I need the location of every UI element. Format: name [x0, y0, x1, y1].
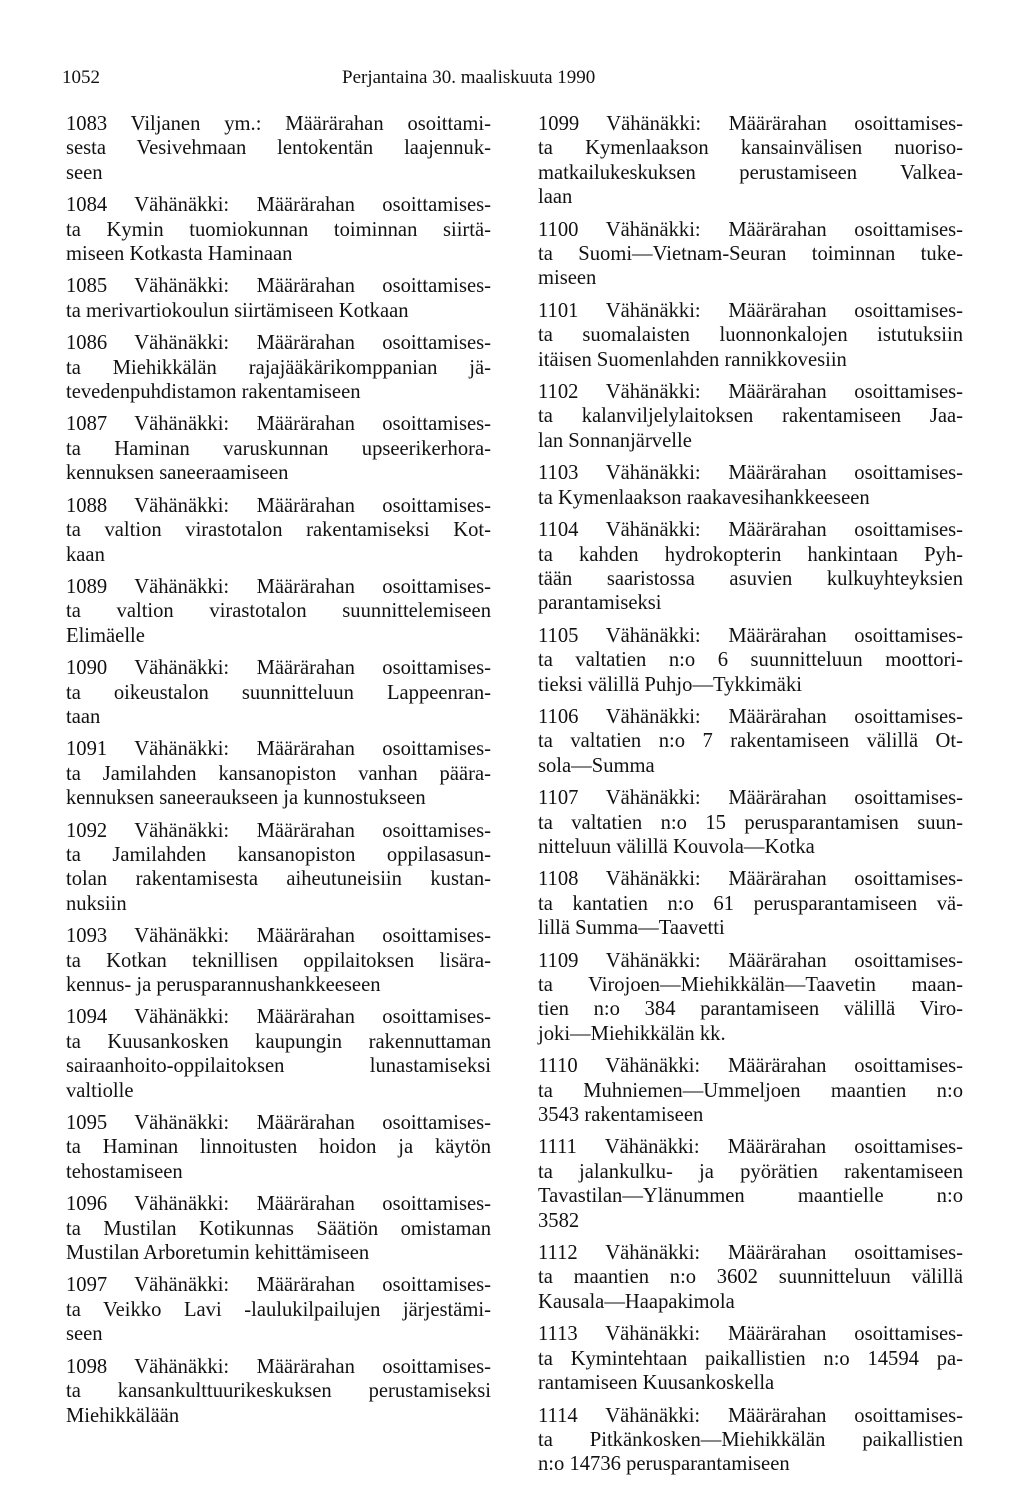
entry-line: lillä Summa—Taavetti	[538, 917, 725, 940]
entry-line: 1105 Vähänäkki: Määrärahan osoittamises-	[538, 624, 963, 647]
entry-line: 1087 Vähänäkki: Määrärahan osoittamises-	[66, 413, 491, 436]
motion-entry	[66, 1192, 491, 1265]
motion-entry	[538, 218, 963, 291]
entry-line: ta valtatien n:o 7 rakentamiseen välillä Ot-	[538, 730, 963, 753]
entry-line: 1092 Vähänäkki: Määrärahan osoittamises-	[66, 819, 491, 842]
entry-line: tieksi välillä Puhjo—Tykkimäki	[538, 673, 802, 696]
entry-line: ta valtion virastotalon suunnittelemiseen	[66, 600, 491, 623]
entry-line: ta suomalaisten luonnonkalojen istutuksiin	[538, 324, 963, 347]
motion-entry	[66, 412, 491, 485]
entry-line: ta valtatien n:o 15 perusparantamisen suun-	[538, 811, 963, 834]
entry-line: ta Kymenlaakson kansainvälisen nuoriso-	[538, 137, 963, 160]
motion-entry	[66, 331, 491, 404]
entry-line: ta merivartiokoulun siirtämiseen Kotkaan	[66, 299, 409, 322]
entry-line: lan Sonnanjärvelle	[538, 429, 692, 452]
entry-line: 1083 Viljanen ym.: Määrärahan osoittami-	[66, 113, 491, 135]
entry-line: sesta Vesivehmaan lentokentän laajennuk-	[66, 137, 491, 160]
motion-entry	[66, 1273, 491, 1346]
motion-entry	[66, 924, 491, 997]
entry-line: ta kalanviljelylaitoksen rakentamiseen Jaa-	[538, 405, 963, 428]
entry-line: 1098 Vähänäkki: Määrärahan osoittamises-	[66, 1355, 491, 1378]
motion-entry	[538, 112, 963, 210]
entry-line: sola—Summa	[538, 754, 655, 777]
entry-line: n:o 14736 perusparantamiseen	[538, 1453, 790, 1476]
motion-entry	[66, 575, 491, 648]
entry-line: 1094 Vähänäkki: Määrärahan osoittamises-	[66, 1006, 491, 1029]
entry-line: tevedenpuhdistamon rakentamiseen	[66, 381, 361, 404]
entry-line: 1103 Vähänäkki: Määrärahan osoittamises-	[538, 462, 963, 485]
motion-entry	[66, 1355, 491, 1428]
entry-line: nitteluun välillä Kouvola—Kotka	[538, 835, 815, 858]
entry-line: 3543 rakentamiseen	[538, 1104, 704, 1127]
entry-line: ta Kymin tuomiokunnan toiminnan siirtä-	[66, 218, 491, 241]
entry-line: ta Haminan varuskunnan upseerikerhora-	[66, 437, 491, 460]
motion-entry	[538, 518, 963, 616]
entry-line: 1106 Vähänäkki: Määrärahan osoittamises-	[538, 705, 963, 728]
entry-line: ta kahden hydrokopterin hankintaan Pyh-	[538, 543, 963, 566]
entry-line: laan	[538, 186, 573, 209]
entry-line: 1110 Vähänäkki: Määrärahan osoittamises-	[538, 1055, 963, 1078]
entry-line: Mustilan Arboretumin kehittämiseen	[66, 1242, 370, 1265]
entry-line: 1093 Vähänäkki: Määrärahan osoittamises-	[66, 925, 491, 948]
entry-line: ta kantatien n:o 61 perusparantamiseen vä-	[538, 892, 963, 915]
entry-line: ta Muhniemen—Ummeljoen maantien n:o	[538, 1079, 963, 1102]
entry-line: 1108 Vähänäkki: Määrärahan osoittamises-	[538, 868, 963, 891]
entry-line: Elimäelle	[66, 624, 145, 647]
entry-line: 1085 Vähänäkki: Määrärahan osoittamises-	[66, 275, 491, 298]
motion-entry	[66, 112, 491, 185]
left-column	[66, 112, 491, 1436]
entry-line: ta oikeustalon suunnitteluun Lappeenran-	[66, 681, 491, 704]
motion-entry	[538, 949, 963, 1047]
entry-line: ta Suomi—Vietnam-Seuran toiminnan tuke-	[538, 243, 963, 266]
entry-line: kaan	[66, 543, 105, 566]
entry-line: ta Virojoen—Miehikkälän—Taavetin maan-	[538, 974, 963, 996]
motion-entry	[538, 624, 963, 697]
entry-line: seen	[66, 161, 103, 184]
entry-line: 1095 Vähänäkki: Määrärahan osoittamises-	[66, 1112, 491, 1135]
entry-line: kennuksen saneeraamiseen	[66, 462, 289, 485]
motion-entry	[66, 274, 491, 323]
motion-entry	[538, 705, 963, 778]
entry-line: ta jalankulku- ja pyörätien rakentamiseen	[538, 1160, 963, 1183]
entry-line: taan	[66, 705, 101, 728]
motion-entry	[538, 461, 963, 510]
entry-line: ta Mustilan Kotikunnas Säätiön omistaman	[66, 1217, 491, 1240]
entry-line: sairaanhoito-oppilaitoksen lunastamiseksi	[66, 1055, 491, 1078]
motion-entry	[66, 1111, 491, 1184]
entry-line: ta Kuusankosken kaupungin rakennuttaman	[66, 1030, 491, 1053]
entry-line: ta maantien n:o 3602 suunnitteluun välillä	[538, 1266, 963, 1289]
entry-line: 1096 Vähänäkki: Määrärahan osoittamises-	[66, 1193, 491, 1216]
page-date: Perjantaina 30. maaliskuuta 1990	[342, 67, 596, 88]
entry-line: seen	[66, 1323, 103, 1346]
entry-line: miseen Kotkasta Haminaan	[66, 243, 293, 266]
motion-entry	[538, 380, 963, 453]
entry-line: ta Kymintehtaan paikallistien n:o 14594 pa-	[538, 1347, 963, 1370]
entry-line: 1107 Vähänäkki: Määrärahan osoittamises-	[538, 787, 963, 810]
motion-entry	[538, 1054, 963, 1127]
entry-line: 1109 Vähänäkki: Määrärahan osoittamises-	[538, 949, 963, 972]
entry-line: 1112 Vähänäkki: Määrärahan osoittamises-	[538, 1242, 963, 1265]
entry-line: ta Haminan linnoitusten hoidon ja käytön	[66, 1136, 491, 1159]
motion-entry	[66, 494, 491, 567]
entry-line: 1104 Vähänäkki: Määrärahan osoittamises-	[538, 519, 963, 542]
entry-line: 1102 Vähänäkki: Määrärahan osoittamises-	[538, 381, 963, 404]
motion-entry	[538, 299, 963, 372]
entry-line: tolan rakentamisesta aiheutuneisiin kustan-	[66, 868, 491, 891]
motion-entry	[538, 1404, 963, 1477]
right-column	[538, 112, 963, 1485]
entry-line: Kausala—Haapakimola	[538, 1290, 735, 1313]
entry-line: Miehikkälään	[66, 1404, 180, 1427]
entry-line: miseen	[538, 267, 597, 290]
entry-line: ta valtion virastotalon rakentamiseksi Kot-	[66, 519, 491, 542]
motion-entry	[538, 786, 963, 859]
entry-line: 1100 Vähänäkki: Määrärahan osoittamises-	[538, 218, 963, 241]
entry-line: valtiolle	[66, 1079, 134, 1102]
entry-line: rantamiseen Kuusankoskella	[538, 1372, 775, 1395]
entry-line: parantamiseksi	[538, 592, 662, 615]
entry-line: kennuksen saneeraukseen ja kunnostukseen	[66, 787, 426, 810]
entry-line: 1099 Vähänäkki: Määrärahan osoittamises-	[538, 113, 963, 135]
entry-line: ta valtatien n:o 6 suunnitteluun moottori-	[538, 649, 963, 672]
entry-line: 1114 Vähänäkki: Määrärahan osoittamises-	[538, 1404, 963, 1427]
entry-line: 3582	[538, 1209, 580, 1232]
entry-line: 1111 Vähänäkki: Määrärahan osoittamises-	[538, 1136, 963, 1159]
motion-entry	[538, 1322, 963, 1395]
entry-line: 1091 Vähänäkki: Määrärahan osoittamises-	[66, 738, 491, 761]
motion-entry	[66, 656, 491, 729]
page-header	[62, 66, 962, 94]
motion-entry	[66, 193, 491, 266]
page-number: 1052	[62, 67, 100, 88]
entry-line: 1089 Vähänäkki: Määrärahan osoittamises-	[66, 575, 491, 598]
entry-line: 1101 Vähänäkki: Määrärahan osoittamises-	[538, 299, 963, 322]
entry-line: matkailukeskuksen perustamiseen Valkea-	[538, 161, 963, 184]
entry-line: 1084 Vähänäkki: Määrärahan osoittamises-	[66, 194, 491, 217]
entry-line: tään saaristossa asuvien kulkuyhteyksien	[538, 567, 963, 590]
entry-line: 1113 Vähänäkki: Määrärahan osoittamises-	[538, 1323, 963, 1346]
entry-line: ta Kotkan teknillisen oppilaitoksen lisära-	[66, 949, 491, 972]
entry-line: kennus- ja perusparannushankkeeseen	[66, 974, 381, 996]
entry-line: ta Miehikkälän rajajääkärikomppanian jä-	[66, 356, 491, 379]
motion-entry	[66, 819, 491, 917]
entry-line: 1086 Vähänäkki: Määrärahan osoittamises-	[66, 332, 491, 355]
entry-line: tien n:o 384 parantamiseen välillä Viro-	[538, 998, 963, 1021]
entry-line: tehostamiseen	[66, 1160, 183, 1183]
entry-line: 1097 Vähänäkki: Määrärahan osoittamises-	[66, 1274, 491, 1297]
entry-line: ta Kymenlaakson raakavesihankkeeseen	[538, 486, 870, 509]
entry-line: 1090 Vähänäkki: Määrärahan osoittamises-	[66, 657, 491, 680]
entry-line: itäisen Suomenlahden rannikkovesiin	[538, 348, 847, 371]
entry-line: Tavastilan—Ylänummen maantielle n:o	[538, 1185, 963, 1208]
entry-line: 1088 Vähänäkki: Määrärahan osoittamises-	[66, 494, 491, 517]
entry-line: ta kansankulttuurikeskuksen perustamiseksi	[66, 1380, 491, 1403]
entry-line: nuksiin	[66, 892, 127, 915]
motion-entry	[538, 867, 963, 940]
entry-line: ta Veikko Lavi -laulukilpailujen järjestämi-	[66, 1298, 491, 1321]
entry-line: ta Jamilahden kansanopiston vanhan päära-	[66, 762, 491, 785]
motion-entry	[66, 1005, 491, 1103]
entry-line: ta Pitkänkosken—Miehikkälän paikallistien	[538, 1428, 963, 1451]
motion-entry	[538, 1135, 963, 1233]
motion-entry	[538, 1241, 963, 1314]
entry-line: joki—Miehikkälän kk.	[538, 1022, 726, 1045]
motion-entry	[66, 737, 491, 810]
entry-line: ta Jamilahden kansanopiston oppilasasun-	[66, 843, 491, 866]
